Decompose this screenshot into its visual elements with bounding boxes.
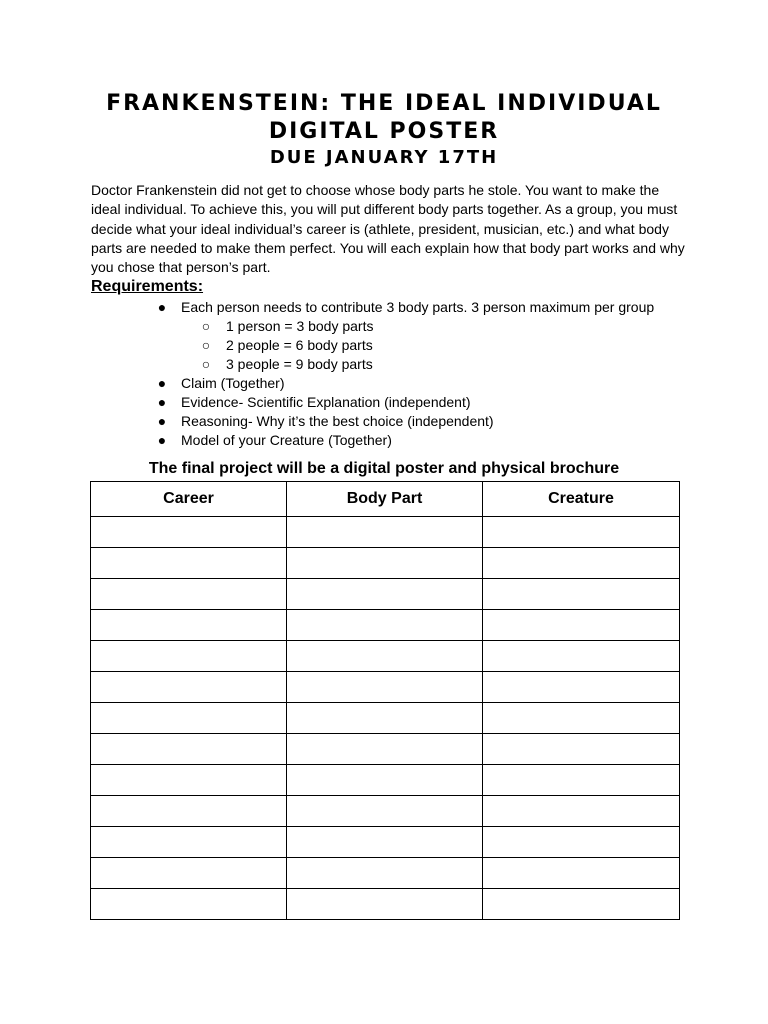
table-cell-body-part [287, 858, 483, 889]
bullet-icon: ● [157, 413, 167, 429]
table-cell-career [91, 858, 287, 889]
table-cell-creature [483, 703, 680, 734]
table-cell-creature [483, 672, 680, 703]
planning-table [90, 481, 680, 920]
bullet-icon: ● [157, 432, 167, 448]
table-row [91, 889, 680, 920]
final-project-note: The final project will be a digital poster and physical brochure [148, 460, 620, 477]
table-body [91, 517, 680, 920]
table-cell-creature [483, 889, 680, 920]
requirements-list [0, 298, 768, 450]
table-row [91, 610, 680, 641]
requirement-item [0, 431, 768, 450]
title-line-2: DIGITAL POSTER [268, 119, 500, 144]
requirement-item [0, 374, 768, 393]
table-cell-career [91, 517, 287, 548]
requirement-text: Reasoning- Why it’s the best choice (independent) [181, 413, 494, 429]
table-cell-creature [483, 610, 680, 641]
table-cell-career [91, 827, 287, 858]
table-cell-creature [483, 734, 680, 765]
requirement-text: Claim (Together) [181, 375, 285, 391]
table-cell-career [91, 579, 287, 610]
requirement-item [0, 336, 768, 355]
table-header-row [91, 482, 680, 517]
table-cell-creature [483, 765, 680, 796]
requirement-text: Model of your Creature (Together) [181, 432, 392, 448]
table-row [91, 517, 680, 548]
requirement-text: 3 people = 9 body parts [226, 356, 373, 372]
table-row [91, 579, 680, 610]
table-row [91, 641, 680, 672]
table-cell-body-part [287, 548, 483, 579]
table-row [91, 765, 680, 796]
table-row [91, 734, 680, 765]
table-cell-creature [483, 548, 680, 579]
table-row [91, 827, 680, 858]
column-header-creature: Creature [483, 482, 680, 517]
bullet-icon: ● [157, 299, 167, 315]
title-block [0, 90, 768, 170]
intro-paragraph: Doctor Frankenstein did not get to choose whose body parts he stole. You want to make the ideal individual. To achieve this, you will put different body parts together. As a group, you must decide what your ideal individual’s career is (athlete, president, musician, etc.) and what body parts are needed to make them perfect. You will each explain how that body part works and why you chose that person’s part. [91, 182, 685, 276]
table-cell-career [91, 548, 287, 579]
table-cell-career [91, 672, 287, 703]
table-cell-body-part [287, 517, 483, 548]
table-cell-career [91, 796, 287, 827]
table-cell-career [91, 610, 287, 641]
table-cell-creature [483, 517, 680, 548]
requirement-item [0, 412, 768, 431]
hollow-bullet-icon: ○ [201, 356, 211, 372]
due-date: DUE JANUARY 17TH [269, 147, 499, 168]
bullet-icon: ● [157, 394, 167, 410]
table-cell-career [91, 734, 287, 765]
table-cell-creature [483, 579, 680, 610]
table-cell-career [91, 641, 287, 672]
table-row [91, 796, 680, 827]
table-cell-body-part [287, 610, 483, 641]
table-row [91, 548, 680, 579]
requirement-item [0, 393, 768, 412]
table-cell-body-part [287, 734, 483, 765]
table-cell-body-part [287, 672, 483, 703]
requirement-text: Each person needs to contribute 3 body parts. 3 person maximum per group [181, 299, 655, 315]
table-cell-body-part [287, 579, 483, 610]
table-cell-career [91, 765, 287, 796]
table-row [91, 703, 680, 734]
column-header-career: Career [91, 482, 287, 517]
table-cell-body-part [287, 641, 483, 672]
bullet-icon: ● [157, 375, 167, 391]
hollow-bullet-icon: ○ [201, 337, 211, 353]
table-cell-body-part [287, 827, 483, 858]
requirement-text: Evidence- Scientific Explanation (independent) [181, 394, 471, 410]
table-cell-career [91, 889, 287, 920]
table-cell-creature [483, 827, 680, 858]
column-header-body-part: Body Part [287, 482, 483, 517]
requirement-text: 1 person = 3 body parts [226, 318, 374, 334]
table-cell-body-part [287, 796, 483, 827]
table-cell-body-part [287, 889, 483, 920]
table-row [91, 672, 680, 703]
title-line-1: FRANKENSTEIN: THE IDEAL INDIVIDUAL [106, 91, 662, 116]
requirement-text: 2 people = 6 body parts [226, 337, 373, 353]
requirement-item [0, 355, 768, 374]
requirement-item [0, 298, 768, 317]
table-cell-creature [483, 796, 680, 827]
table-cell-body-part [287, 765, 483, 796]
requirements-heading: Requirements: [91, 278, 204, 295]
table-cell-career [91, 703, 287, 734]
table-row [91, 858, 680, 889]
table-cell-creature [483, 858, 680, 889]
table-cell-creature [483, 641, 680, 672]
requirement-item [0, 317, 768, 336]
hollow-bullet-icon: ○ [201, 318, 211, 334]
table-cell-body-part [287, 703, 483, 734]
